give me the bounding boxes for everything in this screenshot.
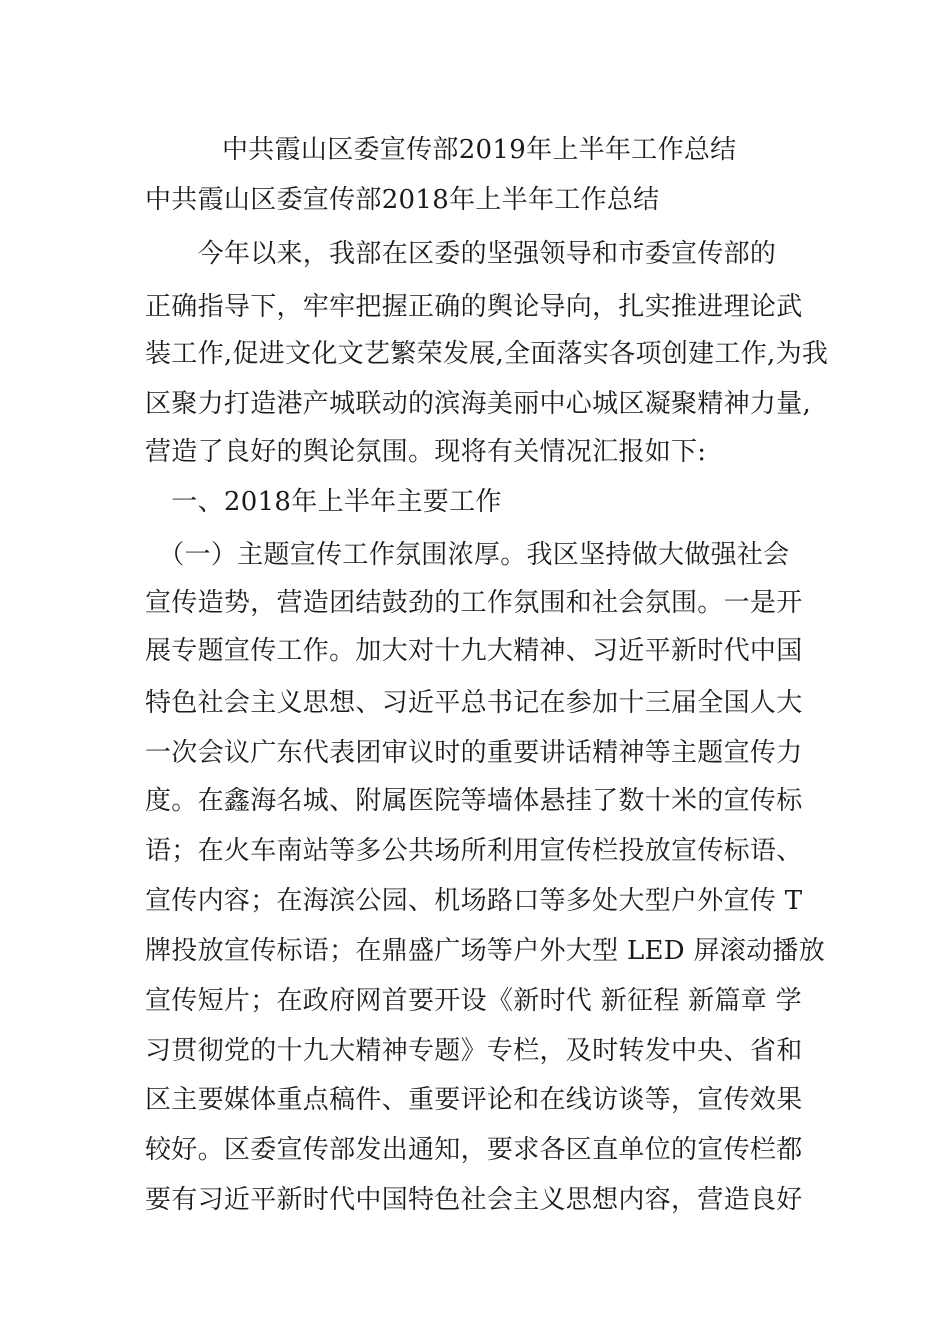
- intro-line: 今年以来，我部在区委的坚强领导和市委宣传部的: [145, 239, 777, 269]
- body-line: 宣传造势，营造团结鼓劲的工作氛围和社会氛围。一是开: [145, 588, 803, 618]
- body-line: 展专题宣传工作。加大对十九大精神、习近平新时代中国: [145, 636, 803, 666]
- body-line: 语；在火车南站等多公共场所利用宣传栏投放宣传标语、: [145, 836, 803, 866]
- body-line: 牌投放宣传标语；在鼎盛广场等户外大型 LED 屏滚动播放: [145, 936, 826, 966]
- body-line: 特色社会主义思想、习近平总书记在参加十三届全国人大: [145, 688, 803, 718]
- body-line: 习贯彻党的十九大精神专题》专栏，及时转发中央、省和: [145, 1036, 803, 1066]
- body-line: 较好。区委宣传部发出通知，要求各区直单位的宣传栏都: [145, 1135, 803, 1165]
- body-line: 一次会议广东代表团审议时的重要讲话精神等主题宣传力: [145, 738, 803, 768]
- body-line: 宣传短片；在政府网首要开设《新时代 新征程 新篇章 学: [145, 986, 802, 1016]
- body-line: 区主要媒体重点稿件、重要评论和在线访谈等，宣传效果: [145, 1085, 803, 1115]
- intro-line: 营造了良好的舆论氛围。现将有关情况汇报如下:: [145, 437, 707, 467]
- intro-line: 正确指导下，牢牢把握正确的舆论导向，扎实推进理论武: [145, 292, 803, 322]
- body-line: 宣传内容；在海滨公园、机场路口等多处大型户外宣传 T: [145, 886, 803, 916]
- document-title-2019: 中共霞山区委宣传部2019年上半年工作总结: [222, 135, 737, 165]
- document-title-2018: 中共霞山区委宣传部2018年上半年工作总结: [145, 185, 660, 215]
- section-heading: 一、2018年上半年主要工作: [145, 487, 502, 517]
- body-line: 度。在鑫海名城、附属医院等墙体悬挂了数十米的宣传标: [145, 786, 803, 816]
- intro-line: 装工作,促进文化文艺繁荣发展,全面落实各项创建工作,为我: [145, 339, 829, 369]
- body-line: 要有习近平新时代中国特色社会主义思想内容，营造良好: [145, 1185, 803, 1215]
- intro-line: 区聚力打造港产城联动的滨海美丽中心城区凝聚精神力量,: [145, 389, 812, 419]
- body-line: （一）主题宣传工作氛围浓厚。我区坚持做大做强社会: [145, 540, 790, 570]
